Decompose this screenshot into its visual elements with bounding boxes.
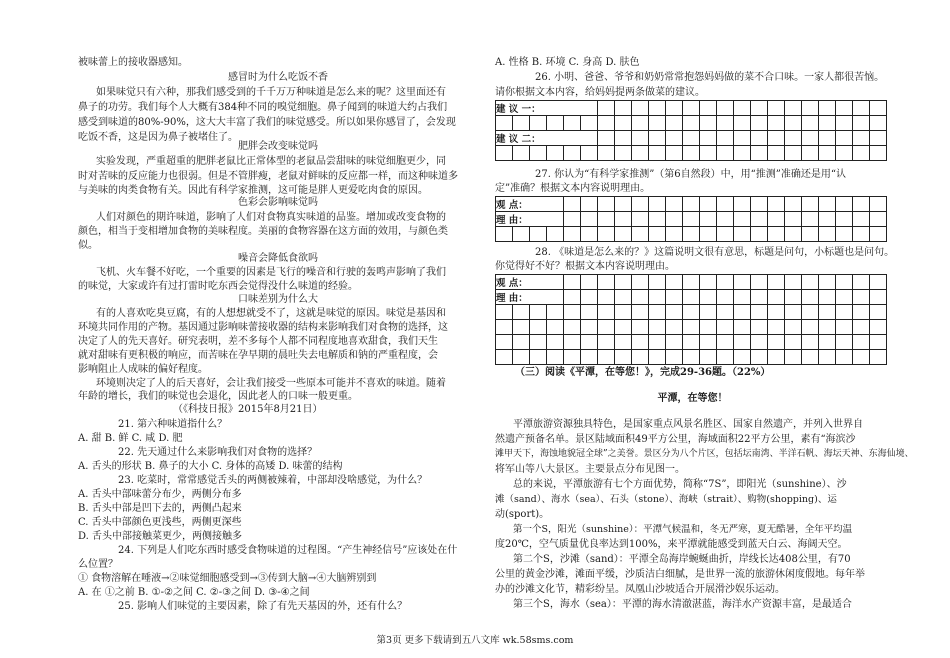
question-25: 25. 影响人们味觉的主要因素，除了有先天基因的外，还有什么？ — [118, 601, 408, 612]
subheading-cold: 感冒时为什么吃饭不香 — [228, 72, 328, 83]
text-line: 么位置？ — [78, 559, 118, 570]
question-28-cont: 你觉得好不好？根据文本内容说明理由。 — [495, 261, 675, 272]
page-footer: 第3页 更多下载请到五八文库 wk.58sms.com — [376, 635, 574, 646]
answer-grid-28[interactable] — [495, 274, 887, 365]
question-21: 21. 第六种味道指什么？ — [118, 419, 228, 430]
grid-label: 建 议 二： — [496, 131, 598, 146]
text-line: 时对苦味的反应能力也很弱。但是不管胖瘦，老鼠对鲜味的反应都一样，而这种味道多 — [78, 171, 458, 182]
passage-line: 公里的黄金沙滩，滩面平缓，沙质洁白细腻，是世界一流的旅游休闲度假地。每年举 — [495, 569, 865, 580]
grid-label: 观 点： — [496, 197, 564, 212]
text-line: 实验发现，严重超重的肥胖老鼠比正常体型的老鼠品尝甜味的味觉细胞更少，同 — [96, 156, 446, 167]
question-25-options: A. 性格 B. 环境 C. 身高 D. 肤色 — [495, 57, 640, 68]
question-22-options: A. 舌头的形状 B. 鼻子的大小 C. 身体的高矮 D. 味蕾的结构 — [78, 461, 343, 472]
passage-line: 办的沙滩文化节，精彩纷呈。凤凰山沙坡适合开展滑沙娱乐运动。 — [495, 584, 785, 595]
question-23-option-c: C. 舌头中部颜色更浅些，两侧更深些 — [78, 517, 242, 528]
question-28: 28. 《味道是怎么来的？》这篇说明文很有意思，标题是问句，小标题也是问句。 — [535, 247, 895, 258]
text-line: 与美味的肉类食物有关。因此有科学家推测，这可能是胖人更爱吃肉食的原因。 — [78, 185, 428, 196]
text-line: 决定了人的先天喜好。研究表明，差不多每个人都不同程度地喜欢甜食，我们天生 — [78, 336, 438, 347]
answer-grid-26[interactable] — [495, 100, 887, 161]
text-line: 的味觉，大家或许有过打雷时吃东西会觉得没什么味道的经验。 — [78, 281, 358, 292]
question-23-option-a: A. 舌头中部味蕾分布少，两侧分布多 — [78, 489, 242, 500]
text-line: 如果味觉只有六种，那我们感受到的千千万万种味道是怎么来的呢？这里面还有 — [96, 87, 446, 98]
question-27: 27. 你认为“有科学家推测”（第6自然段）中，用“推测”准确还是用“认 — [535, 169, 847, 180]
text-line: 鼻子的功劳。我们每个人大概有384种不同的嗅觉细胞。鼻子闻到的味道大约占我们 — [78, 102, 448, 113]
question-26: 26. 小明、爸爸、爷爷和奶奶常常抱怨妈妈做的菜不合口味。一家人都很苦恼。 — [535, 72, 885, 83]
text-line: 就对甜味有更积极的响应，而苦味在孕早期的晨吐失去电解质和钠的严重程度，会 — [78, 350, 438, 361]
passage-title: 平潭，在等您！ — [657, 393, 728, 404]
question-24-process: ① 食物溶解在唾液→②味觉细胞感受到→③传到大脑→④大脑辨别到 — [78, 573, 377, 584]
text-line: 飞机、火车餐不好吃，一个重要的因素是飞行的噪音和行驶的轰鸣声影响了我们 — [96, 267, 446, 278]
subheading-taste-diff: 口味差别为什么大 — [238, 294, 318, 305]
text-line: 环境则决定了人的后天喜好，会让我们接受一些原本可能并不喜欢的味道。随着 — [96, 378, 446, 389]
text-line: 有的人喜欢吃臭豆腐，有的人想想就受不了，这就是味觉的原因。味觉是基因和 — [96, 308, 446, 319]
question-26-cont: 请你根据文本内容，给妈妈提两条做菜的建议。 — [495, 87, 705, 98]
text-line: 影响阻止人成味的偏好程度。 — [78, 364, 208, 375]
question-27-cont: 定”准确？根据文本内容说明理由。 — [495, 183, 651, 194]
passage-line: 滩甲天下，海蚀地貌冠全球”之美誉。景区分为八个片区，包括坛南湾、半洋石帆、海坛天神、东海仙境、 — [495, 449, 914, 459]
passage-line: 平潭旅游资源独具特色，是国家重点风景名胜区、国家自然遗产，并列入世界自 — [513, 419, 863, 430]
text-line: 感受到味道的80%-90%，这大大丰富了我们的味觉感受。所以如果你感冒了，会发现 — [78, 117, 456, 128]
subheading-noise: 噪音会降低食欲吗 — [238, 253, 318, 264]
text-line: 环境共同作用的产物。基因通过影响味蕾接收器的结构来影响我们对食物的选择，这 — [78, 322, 448, 333]
question-21-options: A. 甜 B. 鲜 C. 咸 D. 肥 — [78, 433, 183, 444]
question-23: 23. 吃菜时，常常感觉舌头的两侧被辣着，中部却没啥感觉，为什么？ — [118, 475, 428, 486]
passage-line: 第二个S，沙滩（sand）：平潭全岛海岸蜿蜒曲折，岸线长达408公里，有70 — [513, 554, 851, 565]
passage-line: 第三个S，海水（sea）：平潭的海水清澈湛蓝，海洋水产资源丰富，是最适合 — [513, 599, 852, 610]
passage-line: 总的来说，平潭旅游有七个方面优势，简称“7S”，即阳光（sunshine）、沙 — [513, 479, 847, 490]
passage-line: 滩（sand）、海水（sea）、石头（stone）、海峡（strait）、购物(shopping)、运 — [495, 494, 837, 505]
text-line: 似。 — [78, 240, 98, 251]
source-citation: （《科技日报》2015年8月21日） — [173, 404, 323, 415]
grid-label: 建 议 一： — [496, 101, 598, 116]
grid-label: 理 由： — [496, 212, 564, 227]
text-line: 吃饭不香，这是因为鼻子被堵住了。 — [78, 132, 238, 143]
question-23-option-b: B. 舌头中部是凹下去的，两侧凸起来 — [78, 503, 242, 514]
passage-line: 第一个S，阳光（sunshine）：平潭气候温和，冬无严寒，夏无酷暑，全年平均温 — [513, 524, 853, 535]
text-line: 年龄的增长，我们的味觉也会退化，因此老人的口味一般更重。 — [78, 391, 358, 402]
passage-line: 然遗产预备名单。景区陆域面积49平方公里，海域面积22平方公里，素有“海滨沙 — [495, 434, 856, 445]
passage-line: 度20℃，空气质量优良率达到100%，来平潭就能感受到蓝天白云、海阔天空。 — [495, 539, 848, 550]
text-line: 颜色，相当于变相增加食物的美味程度。美丽的食物容器在这方面的效用，与颜色类 — [78, 226, 448, 237]
question-23-option-d: D. 舌头中部接触菜更少，两侧接触多 — [78, 531, 243, 542]
question-24: 24. 下列是人们吃东西时感受食物味道的过程图。“产生神经信号”应该处在什 — [118, 545, 458, 556]
subheading-obesity: 肥胖会改变味觉吗 — [238, 141, 318, 152]
subheading-color: 色彩会影响味觉吗 — [238, 197, 318, 208]
question-24-options: A. 在 ①之前 B. ①-②之间 C. ②-③之间 D. ③-④之间 — [78, 587, 310, 598]
passage-line: 动(sport)。 — [495, 509, 550, 520]
section-heading: （三）阅读《平潭，在等您！》，完成29-36题。（22%） — [515, 367, 771, 378]
text-line: 被味蕾上的接收器感知。 — [78, 57, 188, 68]
grid-label: 观 点： — [496, 275, 564, 290]
text-line: 人们对颜色的期许味道，影响了人们对食物真实味道的品鉴。增加或改变食物的 — [96, 212, 446, 223]
grid-label: 理 由： — [496, 290, 564, 305]
passage-line: 将军山等八大景区。主要景点分布见图一。 — [495, 464, 685, 475]
question-22: 22. 先天通过什么来影响我们对食物的选择？ — [118, 447, 318, 458]
answer-grid-27[interactable] — [495, 196, 887, 242]
